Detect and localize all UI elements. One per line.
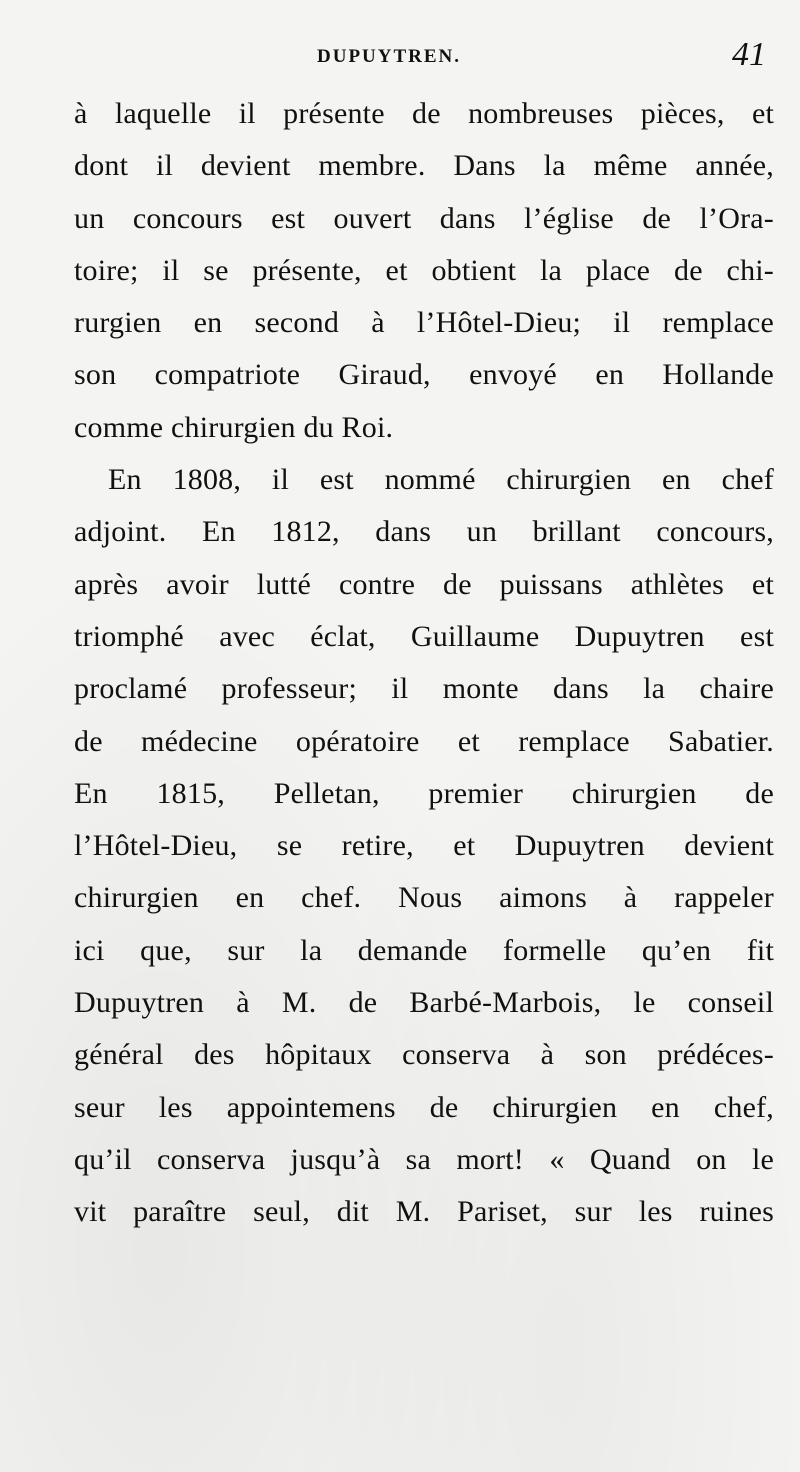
text-line: En 1808, il est nommé chirurgien en chef: [108, 463, 774, 497]
running-head-title: DUPUYTREN.: [317, 46, 462, 67]
text-line: l’Hôtel-Dieu, se retire, et Dupuytren devient: [74, 829, 774, 863]
text-line: général des hôpitaux conserva à son prédéces-: [74, 1038, 774, 1072]
text-line: toire; il se présente, et obtient la place de chi-: [74, 253, 774, 287]
text-line: comme chirurgien du Roi.: [74, 410, 394, 444]
text-line: de médecine opératoire et remplace Sabatier.: [74, 724, 774, 758]
text-line: ici que, sur la demande formelle qu’en fit: [74, 933, 774, 967]
text-line: qu’il conserva jusqu’à sa mort! « Quand on le: [74, 1142, 774, 1176]
text-line: son compatriote Giraud, envoyé en Hollande: [74, 358, 774, 392]
text-line: Dupuytren à M. de Barbé-Marbois, le conseil: [74, 986, 774, 1020]
page-number: 41: [732, 36, 766, 73]
text-line: chirurgien en chef. Nous aimons à rappeler: [74, 881, 774, 915]
text-line: proclamé professeur; il monte dans la chaire: [74, 672, 774, 706]
text-line: triomphé avec éclat, Guillaume Dupuytren est: [74, 619, 774, 653]
text-line: En 1815, Pelletan, premier chirurgien de: [74, 776, 774, 810]
running-head: [74, 36, 774, 84]
body-text: [74, 88, 774, 1239]
text-line: adjoint. En 1812, dans un brillant concours,: [74, 515, 774, 549]
text-line: à laquelle il présente de nombreuses pièces, et: [74, 97, 774, 130]
text-line: vit paraître seul, dit M. Pariset, sur les ruines: [74, 1195, 774, 1229]
text-line: un concours est ouvert dans l’église de l’Ora-: [74, 201, 774, 235]
text-line: seur les appointemens de chirurgien en chef,: [74, 1090, 774, 1124]
text-line: après avoir lutté contre de puissans athlètes et: [74, 567, 774, 601]
text-line: rurgien en second à l’Hôtel-Dieu; il remplace: [74, 306, 774, 340]
text-line: dont il devient membre. Dans la même année,: [74, 149, 774, 183]
